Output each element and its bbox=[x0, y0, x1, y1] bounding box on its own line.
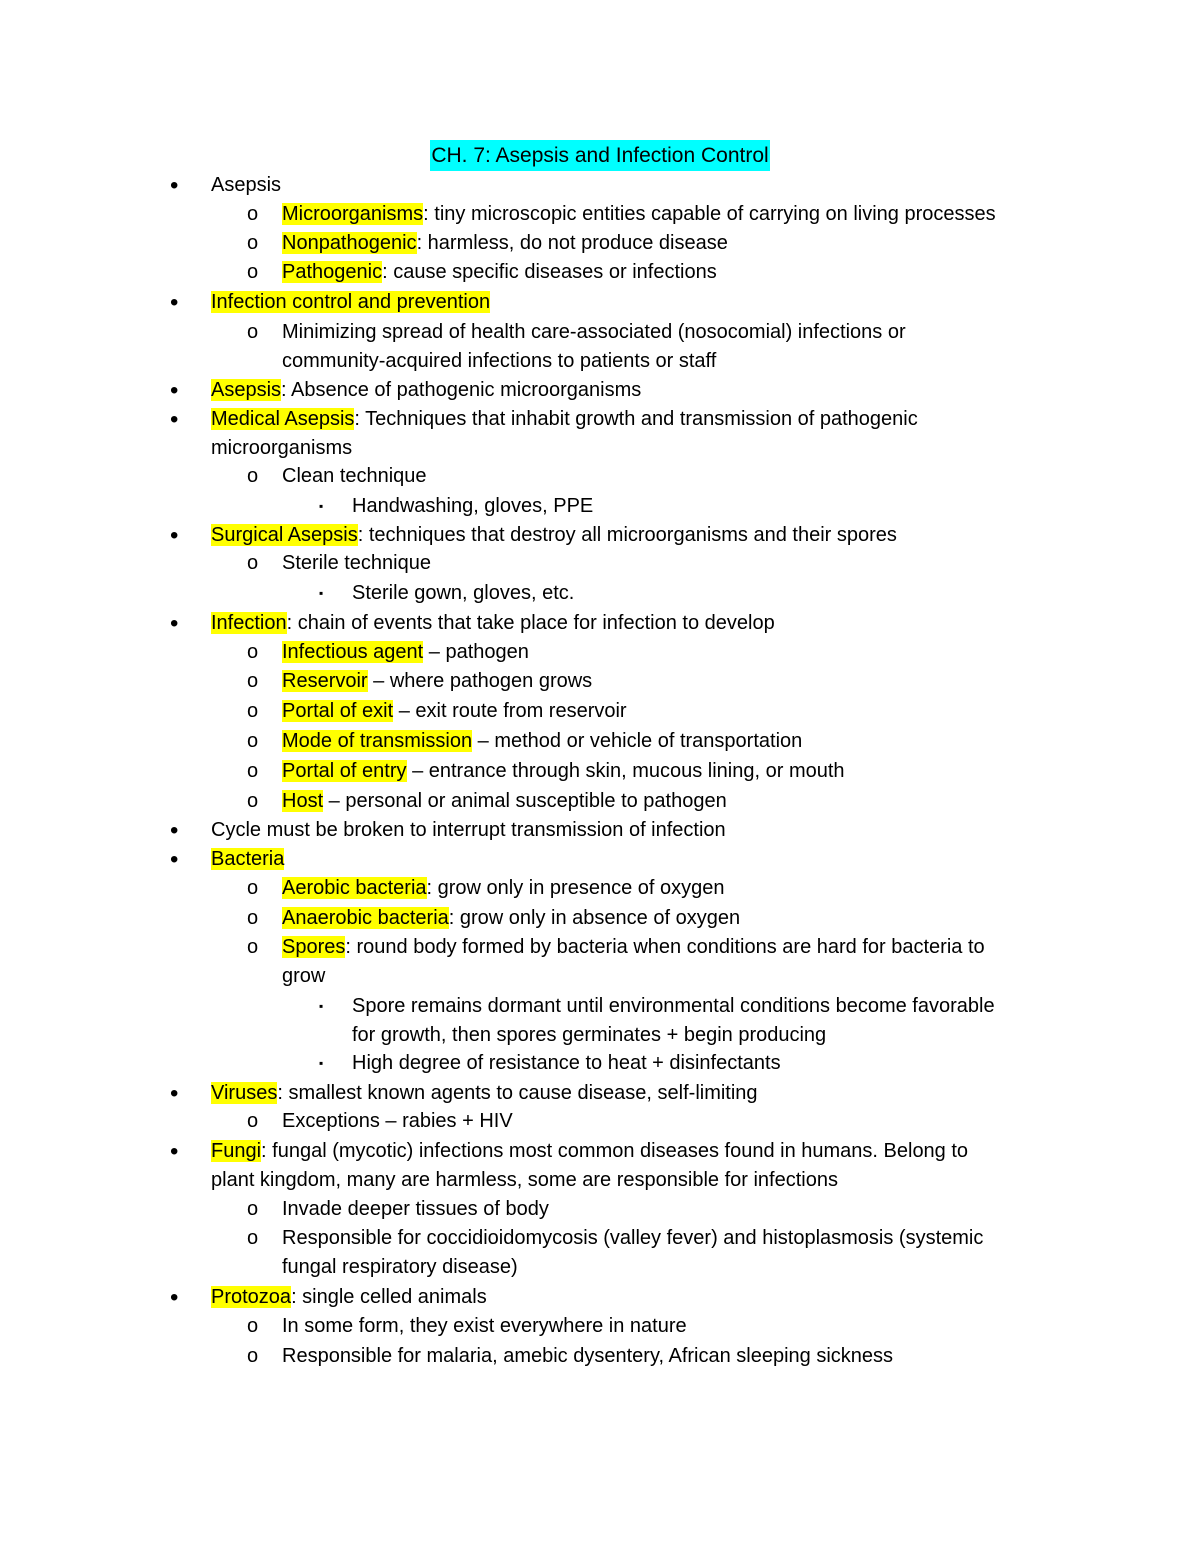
highlighted-term: Pathogenic bbox=[282, 261, 383, 283]
outline-item bbox=[282, 1195, 549, 1224]
bullet-circle-icon: o bbox=[247, 670, 259, 692]
outline-item bbox=[211, 1137, 968, 1166]
title-row bbox=[0, 140, 1200, 171]
outline-item bbox=[211, 609, 775, 638]
item-text: Handwashing, gloves, PPE bbox=[352, 495, 594, 517]
item-text: fungal respiratory disease) bbox=[282, 1256, 518, 1278]
bullet-disc-icon: • bbox=[170, 610, 179, 637]
outline-item bbox=[211, 816, 726, 845]
bullet-circle-icon: o bbox=[247, 877, 259, 899]
highlighted-term: Medical Asepsis bbox=[211, 408, 355, 430]
highlighted-term: Viruses bbox=[211, 1082, 278, 1104]
outline-item bbox=[352, 492, 593, 521]
item-text: Minimizing spread of health care-associated (nosocomial) infections or bbox=[282, 321, 906, 343]
bullet-circle-icon: o bbox=[247, 261, 259, 283]
outline-item bbox=[282, 667, 592, 696]
highlighted-term: Host bbox=[282, 790, 324, 812]
highlighted-term: Aerobic bacteria bbox=[282, 877, 427, 899]
outline-item bbox=[352, 1049, 781, 1078]
item-text: : grow only in presence of oxygen bbox=[426, 877, 725, 899]
outline-item bbox=[282, 638, 529, 667]
bullet-disc-icon: • bbox=[170, 1284, 179, 1311]
outline-item bbox=[211, 376, 641, 405]
bullet-disc-icon: • bbox=[170, 172, 179, 199]
item-text: : chain of events that take place for infection to develop bbox=[286, 612, 775, 634]
outline-item bbox=[211, 288, 490, 317]
bullet-square-icon: ▪ bbox=[319, 499, 324, 513]
bullet-circle-icon: o bbox=[247, 1345, 259, 1367]
outline-item bbox=[211, 171, 281, 200]
bullet-circle-icon: o bbox=[247, 465, 259, 487]
outline-item bbox=[282, 727, 802, 756]
outline-item bbox=[282, 962, 325, 991]
bullet-circle-icon: o bbox=[247, 321, 259, 343]
highlighted-term: Spores bbox=[282, 936, 346, 958]
outline-item bbox=[211, 1079, 758, 1108]
bullet-circle-icon: o bbox=[247, 907, 259, 929]
outline-item bbox=[211, 1166, 838, 1195]
item-text: Responsible for malaria, amebic dysentery, African sleeping sickness bbox=[282, 1345, 894, 1367]
item-text: : harmless, do not produce disease bbox=[416, 232, 728, 254]
outline-item bbox=[211, 405, 918, 434]
item-text: : Absence of pathogenic microorganisms bbox=[281, 379, 642, 401]
outline-item bbox=[282, 1342, 893, 1371]
item-text: Clean technique bbox=[282, 465, 427, 487]
item-text: microorganisms bbox=[211, 437, 353, 459]
bullet-circle-icon: o bbox=[247, 936, 259, 958]
outline-item bbox=[282, 787, 727, 816]
outline-item bbox=[282, 933, 985, 962]
item-text: – pathogen bbox=[423, 641, 529, 663]
item-text: : grow only in absence of oxygen bbox=[448, 907, 741, 929]
outline-item bbox=[282, 904, 740, 933]
bullet-disc-icon: • bbox=[170, 817, 179, 844]
bullet-circle-icon: o bbox=[247, 203, 259, 225]
bullet-disc-icon: • bbox=[170, 846, 179, 873]
item-text: In some form, they exist everywhere in nature bbox=[282, 1315, 687, 1337]
highlighted-term: Surgical Asepsis bbox=[211, 524, 358, 546]
item-text: Cycle must be broken to interrupt transmission of infection bbox=[211, 819, 726, 841]
bullet-circle-icon: o bbox=[247, 700, 259, 722]
bullet-square-icon: ▪ bbox=[319, 586, 324, 600]
outline-item bbox=[282, 1224, 983, 1253]
outline-item bbox=[282, 1312, 687, 1341]
bullet-circle-icon: o bbox=[247, 1227, 259, 1249]
item-text: – method or vehicle of transportation bbox=[472, 730, 803, 752]
item-text: Responsible for coccidioidomycosis (valley fever) and histoplasmosis (systemic bbox=[282, 1227, 984, 1249]
highlighted-term: Microorganisms bbox=[282, 203, 424, 225]
highlighted-term: Anaerobic bacteria bbox=[282, 907, 449, 929]
item-text: Sterile gown, gloves, etc. bbox=[352, 582, 575, 604]
page-title: CH. 7: Asepsis and Infection Control bbox=[430, 140, 769, 171]
bullet-circle-icon: o bbox=[247, 641, 259, 663]
item-text: Sterile technique bbox=[282, 552, 431, 574]
item-text: community-acquired infections to patients or staff bbox=[282, 350, 717, 372]
outline-item bbox=[282, 200, 996, 229]
bullet-disc-icon: • bbox=[170, 1138, 179, 1165]
item-text: : techniques that destroy all microorganisms and their spores bbox=[357, 524, 897, 546]
item-text: : single celled animals bbox=[291, 1286, 487, 1308]
item-text: Asepsis bbox=[211, 174, 282, 196]
bullet-circle-icon: o bbox=[247, 730, 259, 752]
bullet-square-icon: ▪ bbox=[319, 999, 324, 1013]
bullet-disc-icon: • bbox=[170, 289, 179, 316]
outline-item bbox=[352, 579, 574, 608]
item-text: plant kingdom, many are harmless, some are responsible for infections bbox=[211, 1169, 838, 1191]
outline-item bbox=[282, 258, 717, 287]
item-text: – where pathogen grows bbox=[367, 670, 593, 692]
outline-item bbox=[282, 229, 728, 258]
item-text: Exceptions – rabies + HIV bbox=[282, 1110, 513, 1132]
bullet-disc-icon: • bbox=[170, 406, 179, 433]
outline-item bbox=[282, 1107, 513, 1136]
item-text: : fungal (mycotic) infections most common diseases found in humans. Belong to bbox=[261, 1140, 969, 1162]
item-text: : round body formed by bacteria when conditions are hard for bacteria to bbox=[345, 936, 985, 958]
item-text: – entrance through skin, mucous lining, or mouth bbox=[406, 760, 845, 782]
outline-item bbox=[282, 462, 427, 491]
highlighted-term: Nonpathogenic bbox=[282, 232, 417, 254]
outline-item bbox=[282, 318, 906, 347]
bullet-disc-icon: • bbox=[170, 522, 179, 549]
outline-item bbox=[282, 757, 845, 786]
item-text: Spore remains dormant until environmental conditions become favorable bbox=[352, 995, 995, 1017]
item-text: : tiny microscopic entities capable of carrying on living processes bbox=[423, 203, 996, 225]
item-text: Invade deeper tissues of body bbox=[282, 1198, 549, 1220]
bullet-circle-icon: o bbox=[247, 1315, 259, 1337]
bullet-circle-icon: o bbox=[247, 790, 259, 812]
highlighted-term: Reservoir bbox=[282, 670, 368, 692]
bullet-circle-icon: o bbox=[247, 552, 259, 574]
item-text: : cause specific diseases or infections bbox=[382, 261, 717, 283]
highlighted-term: Mode of transmission bbox=[282, 730, 473, 752]
outline-item bbox=[282, 347, 716, 376]
highlighted-term: Portal of entry bbox=[282, 760, 407, 782]
outline-item bbox=[282, 1253, 518, 1282]
highlighted-term: Infectious agent bbox=[282, 641, 424, 663]
bullet-circle-icon: o bbox=[247, 760, 259, 782]
highlighted-term: Asepsis bbox=[211, 379, 282, 401]
item-text: : Techniques that inhabit growth and transmission of pathogenic bbox=[354, 408, 918, 430]
outline-item bbox=[352, 1021, 826, 1050]
highlighted-term: Infection control and prevention bbox=[211, 291, 491, 313]
bullet-circle-icon: o bbox=[247, 232, 259, 254]
item-text: High degree of resistance to heat + disinfectants bbox=[352, 1052, 781, 1074]
highlighted-term: Fungi bbox=[211, 1140, 262, 1162]
bullet-disc-icon: • bbox=[170, 377, 179, 404]
item-text: grow bbox=[282, 965, 326, 987]
item-text: for growth, then spores germinates + begin producing bbox=[352, 1024, 827, 1046]
item-text: – exit route from reservoir bbox=[393, 700, 627, 722]
highlighted-term: Infection bbox=[211, 612, 287, 634]
outline-item bbox=[211, 434, 352, 463]
highlighted-term: Protozoa bbox=[211, 1286, 292, 1308]
item-text: : smallest known agents to cause disease, self-limiting bbox=[277, 1082, 758, 1104]
bullet-square-icon: ▪ bbox=[319, 1056, 324, 1070]
outline-item bbox=[282, 549, 431, 578]
bullet-circle-icon: o bbox=[247, 1198, 259, 1220]
highlighted-term: Bacteria bbox=[211, 848, 285, 870]
outline-item bbox=[211, 845, 284, 874]
bullet-circle-icon: o bbox=[247, 1110, 259, 1132]
outline-item bbox=[352, 992, 995, 1021]
outline-item bbox=[282, 874, 724, 903]
highlighted-term: Portal of exit bbox=[282, 700, 394, 722]
outline-item bbox=[211, 1283, 487, 1312]
item-text: – personal or animal susceptible to pathogen bbox=[323, 790, 727, 812]
outline-item bbox=[211, 521, 897, 550]
bullet-disc-icon: • bbox=[170, 1080, 179, 1107]
outline-item bbox=[282, 697, 627, 726]
